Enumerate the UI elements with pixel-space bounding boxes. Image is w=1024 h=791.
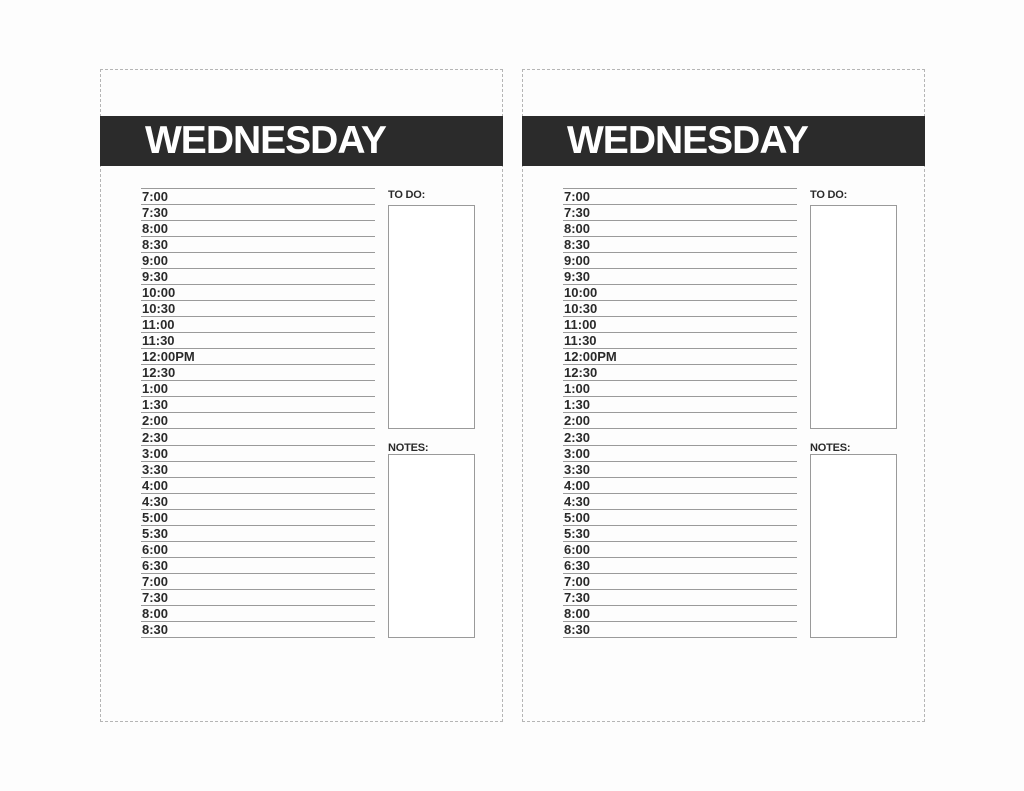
- time-slot-label: 7:00: [564, 189, 591, 205]
- notes-label: NOTES:: [810, 442, 851, 454]
- time-slot-row[interactable]: [563, 269, 797, 285]
- time-slot-row[interactable]: [141, 526, 375, 542]
- time-slot-row[interactable]: [141, 574, 375, 590]
- time-slot-label: 6:30: [564, 557, 591, 573]
- time-slot-label: 2:30: [564, 429, 591, 445]
- time-slot-label: 3:00: [142, 445, 169, 461]
- time-slot-label: 10:00: [564, 285, 598, 301]
- time-slot-row[interactable]: [563, 542, 797, 558]
- time-slot-label: 8:30: [564, 237, 591, 253]
- time-slot-label: 5:00: [564, 509, 591, 525]
- time-slot-label: 8:00: [142, 605, 169, 621]
- time-slot-label: 11:00: [564, 317, 597, 333]
- time-slot-label: 7:30: [564, 589, 591, 605]
- time-slot-label: 7:30: [142, 205, 169, 221]
- todo-box[interactable]: [810, 205, 897, 429]
- time-slot-row[interactable]: [141, 285, 375, 301]
- time-slot-label: 5:30: [564, 525, 591, 541]
- time-slot-label: 2:00: [142, 413, 169, 429]
- time-slot-row[interactable]: [141, 381, 375, 397]
- time-slot-label: 1:30: [564, 397, 591, 413]
- time-slot-label: 6:30: [142, 557, 169, 573]
- notes-box[interactable]: [810, 454, 897, 638]
- time-slot-label: 7:00: [142, 189, 169, 205]
- time-slot-label: 1:30: [142, 397, 169, 413]
- time-slot-label: 7:00: [142, 573, 169, 589]
- time-slot-row[interactable]: [141, 349, 375, 365]
- time-slot-row[interactable]: [141, 446, 375, 462]
- time-slot-label: 4:00: [564, 477, 591, 493]
- time-slot-label: 8:30: [142, 621, 169, 637]
- time-slot-row[interactable]: [141, 317, 375, 333]
- time-slot-label: 11:30: [142, 333, 175, 349]
- time-slot-label: 6:00: [142, 541, 169, 557]
- time-slot-row[interactable]: [141, 237, 375, 253]
- time-slot-row[interactable]: [141, 429, 375, 445]
- time-slot-label: 4:00: [142, 477, 169, 493]
- time-slot-label: 7:00: [564, 573, 591, 589]
- time-slot-label: 2:30: [142, 429, 169, 445]
- time-slot-row[interactable]: [141, 606, 375, 622]
- time-slot-label: 7:30: [564, 205, 591, 221]
- time-slot-row[interactable]: [141, 189, 375, 205]
- day-header-band: [522, 116, 925, 166]
- todo-box[interactable]: [388, 205, 475, 429]
- time-slot-label: 5:30: [142, 525, 169, 541]
- time-slot-row[interactable]: [563, 510, 797, 526]
- time-slot-row[interactable]: [141, 301, 375, 317]
- time-slot-row[interactable]: [141, 413, 375, 429]
- hourly-schedule: [563, 188, 797, 638]
- time-slot-label: 8:30: [142, 237, 169, 253]
- hourly-schedule: [141, 188, 375, 638]
- time-slot-label: 11:00: [142, 317, 175, 333]
- time-slot-label: 3:30: [564, 461, 591, 477]
- time-slot-row[interactable]: [563, 253, 797, 269]
- time-slot-row[interactable]: [563, 462, 797, 478]
- time-slot-row[interactable]: [141, 221, 375, 237]
- todo-label: TO DO:: [388, 189, 426, 201]
- time-slot-label: 3:30: [142, 461, 169, 477]
- time-slot-row[interactable]: [563, 446, 797, 462]
- time-slot-row[interactable]: [141, 253, 375, 269]
- planner-page-right: [522, 69, 925, 722]
- time-slot-row[interactable]: [563, 494, 797, 510]
- time-slot-label: 12:30: [564, 365, 598, 381]
- time-slot-row[interactable]: [563, 622, 797, 638]
- time-slot-label: 2:00: [564, 413, 591, 429]
- time-slot-row[interactable]: [563, 526, 797, 542]
- time-slot-label: 3:00: [564, 445, 591, 461]
- time-slot-label: 5:00: [142, 509, 169, 525]
- time-slot-label: 8:00: [564, 605, 591, 621]
- time-slot-row[interactable]: [141, 333, 375, 349]
- time-slot-label: 8:00: [142, 221, 169, 237]
- day-header-band: [100, 116, 503, 166]
- time-slot-row[interactable]: [563, 413, 797, 429]
- time-slot-label: 4:30: [564, 493, 591, 509]
- time-slot-row[interactable]: [563, 189, 797, 205]
- time-slot-row[interactable]: [563, 349, 797, 365]
- time-slot-row[interactable]: [563, 365, 797, 381]
- time-slot-label: 9:30: [564, 269, 591, 285]
- time-slot-row[interactable]: [563, 429, 797, 445]
- time-slot-label: 9:00: [564, 253, 591, 269]
- time-slot-label: 10:30: [142, 301, 176, 317]
- time-slot-row[interactable]: [563, 205, 797, 221]
- time-slot-label: 12:00PM: [142, 349, 195, 365]
- time-slot-row[interactable]: [141, 494, 375, 510]
- time-slot-label: 7:30: [142, 589, 169, 605]
- time-slot-row[interactable]: [141, 622, 375, 638]
- time-slot-label: 10:30: [564, 301, 598, 317]
- notes-box[interactable]: [388, 454, 475, 638]
- time-slot-label: 9:00: [142, 253, 169, 269]
- planner-page-left: [100, 69, 503, 722]
- time-slot-row[interactable]: [563, 606, 797, 622]
- time-slot-label: 12:30: [142, 365, 176, 381]
- time-slot-label: 1:00: [142, 381, 169, 397]
- time-slot-row[interactable]: [563, 590, 797, 606]
- time-slot-row[interactable]: [141, 397, 375, 413]
- time-slot-label: 6:00: [564, 541, 591, 557]
- time-slot-row[interactable]: [563, 301, 797, 317]
- time-slot-row[interactable]: [563, 317, 797, 333]
- time-slot-row[interactable]: [141, 542, 375, 558]
- time-slot-row[interactable]: [563, 478, 797, 494]
- time-slot-row[interactable]: [141, 365, 375, 381]
- time-slot-row[interactable]: [563, 285, 797, 301]
- time-slot-row[interactable]: [141, 269, 375, 285]
- time-slot-row[interactable]: [563, 558, 797, 574]
- time-slot-row[interactable]: [141, 590, 375, 606]
- todo-label: TO DO:: [810, 189, 848, 201]
- time-slot-label: 10:00: [142, 285, 176, 301]
- time-slot-label: 11:30: [564, 333, 597, 349]
- time-slot-row[interactable]: [141, 558, 375, 574]
- time-slot-label: 9:30: [142, 269, 169, 285]
- time-slot-label: 4:30: [142, 493, 169, 509]
- time-slot-row[interactable]: [141, 462, 375, 478]
- time-slot-row[interactable]: [563, 333, 797, 349]
- notes-label: NOTES:: [388, 442, 429, 454]
- time-slot-label: 8:00: [564, 221, 591, 237]
- time-slot-row[interactable]: [141, 205, 375, 221]
- time-slot-row[interactable]: [563, 397, 797, 413]
- day-title: WEDNESDAY: [145, 119, 386, 162]
- time-slot-row[interactable]: [563, 574, 797, 590]
- time-slot-row[interactable]: [141, 510, 375, 526]
- time-slot-label: 8:30: [564, 621, 591, 637]
- time-slot-row[interactable]: [563, 381, 797, 397]
- time-slot-label: 1:00: [564, 381, 591, 397]
- time-slot-row[interactable]: [563, 237, 797, 253]
- day-title: WEDNESDAY: [567, 119, 808, 162]
- time-slot-row[interactable]: [563, 221, 797, 237]
- time-slot-label: 12:00PM: [564, 349, 617, 365]
- time-slot-row[interactable]: [141, 478, 375, 494]
